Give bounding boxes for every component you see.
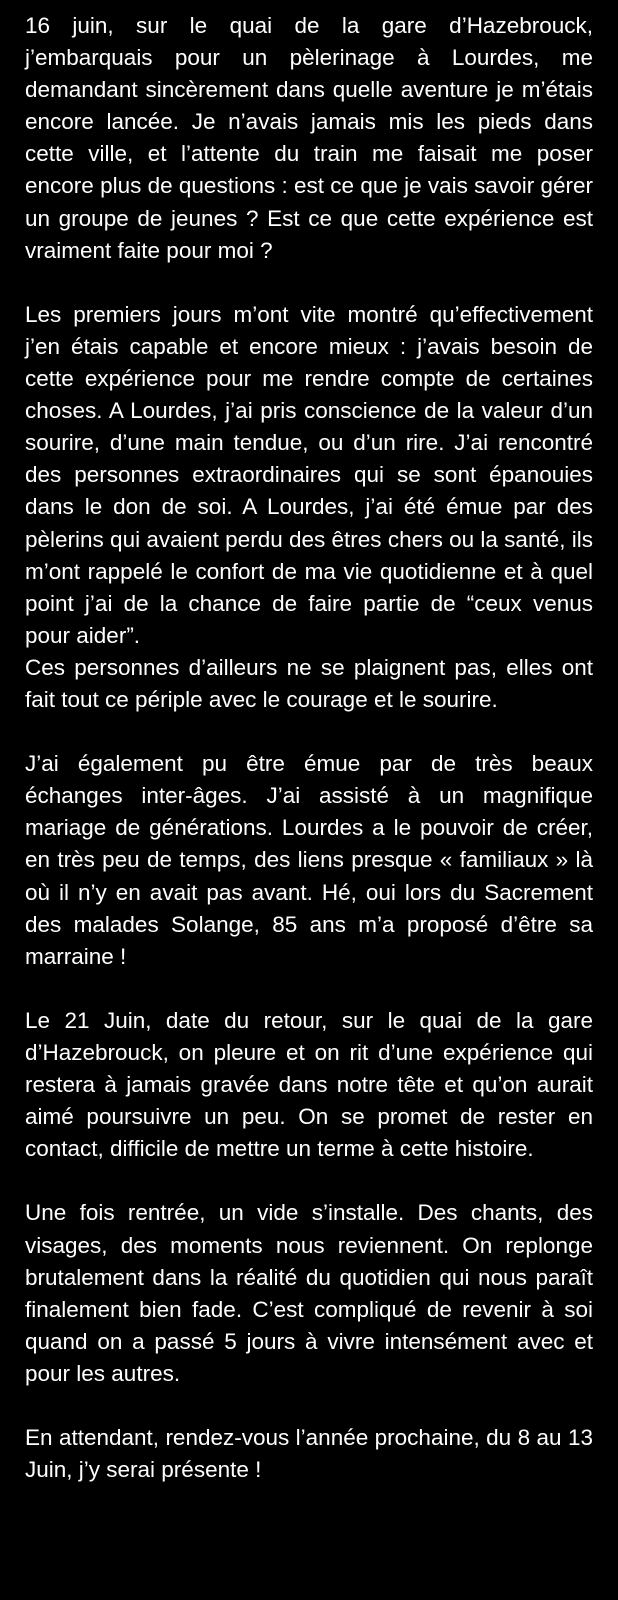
paragraph-first-days	[25, 299, 593, 716]
paragraph-text: Les premiers jours m’ont vite montré qu’effectivement j’en étais capable et encore mieux : j’avais besoin de cette expérience pour me rendre compte de certaines choses. A Lourdes, j’ai pris conscience de la valeur d’un sourire, d’une main tendue, ou d’un rire. J’ai rencontré des personnes extraordinaires qui se sont épanouies dans le don de soi. A Lourdes, j’ai été émue par des pèlerins qui avaient perdu des êtres chers ou la santé, ils m’ont rappelé le confort de ma vie quotidienne et à quel point j’ai de la chance de faire partie de “ceux venus pour aider”.	[25, 301, 593, 648]
paragraph-generations	[25, 748, 593, 973]
paragraph-return	[25, 1005, 593, 1165]
document-page	[25, 10, 593, 1486]
paragraph-text: Une fois rentrée, un vide s’installe. Des chants, des visages, des moments nous reviennent. On replonge brutalement dans la réalité du quotidien qui nous paraît finalement bien fade. C’est compliqué de revenir à soi quand on a passé 5 jours à vivre intensément avec et pour les autres.	[25, 1200, 593, 1386]
paragraph-text: Le 21 Juin, date du retour, sur le quai de la gare d’Hazebrouck, on pleure et on rit d’une expérience qui restera à jamais gravée dans notre tête et qu’on aurait aimé poursuivre un peu. On se promet de rester en contact, difficile de mettre un terme à cette histoire.	[25, 1007, 593, 1162]
paragraph-text: Ces personnes d’ailleurs ne se plaignent pas, elles ont fait tout ce périple avec le courage et le sourire.	[25, 654, 593, 712]
paragraph-departure	[25, 10, 593, 267]
paragraph-after-return	[25, 1197, 593, 1390]
paragraph-next-year	[25, 1422, 593, 1486]
paragraph-text: J’ai également pu être émue par de très beaux échanges inter-âges. J’ai assisté à un magnifique mariage de générations. Lourdes a le pouvoir de créer, en très peu de temps, des liens presque « familiaux » là où il n’y en avait pas avant. Hé, oui lors du Sacrement des malades Solange, 85 ans m’a proposé d’être sa marraine !	[25, 751, 593, 969]
paragraph-text: 16 juin, sur le quai de la gare d’Hazebrouck, j’embarquais pour un pèlerinage à Lourdes, me demandant sincèrement dans quelle aventure je m’étais encore lancée. Je n’avais jamais mis les pieds dans cette ville, et l’attente du train me faisait me poser encore plus de questions : est ce que je vais savoir gérer un groupe de jeunes ? Est ce que cette expérience est vraiment faite pour moi ?	[25, 13, 593, 263]
paragraph-text: En attendant, rendez-vous l’année prochaine, du 8 au 13 Juin, j’y serai présente !	[25, 1425, 593, 1483]
